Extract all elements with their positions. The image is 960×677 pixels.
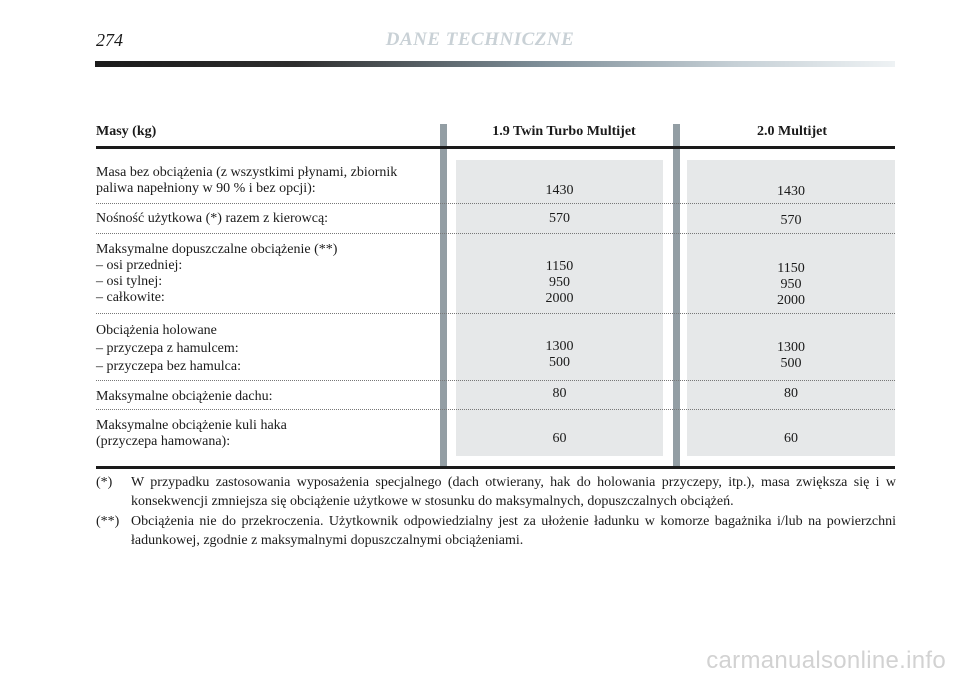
row-label-towball-load: Maksymalne obciążenie kuli haka (przyczepa hamowana):: [96, 418, 287, 449]
row-value-col1: 60: [552, 431, 567, 446]
header-engine-2: 2.0 Multijet: [757, 124, 827, 139]
row-separator: [96, 380, 895, 381]
row-value-col1: 570: [549, 211, 570, 226]
row-label-towing: Obciążenia holowane – przyczepa z hamulcem: – przyczepa bez hamulca:: [96, 323, 241, 374]
row-label-payload: Nośność użytkowa (*) razem z kierowcą:: [96, 211, 329, 226]
row-separator: [96, 233, 895, 234]
table-top-rule: [96, 146, 895, 149]
footnote-mark: (*): [96, 475, 113, 490]
watermark: carmanualsonline.info: [706, 647, 946, 674]
row-label-roof-load: Maksymalne obciążenie dachu:: [96, 389, 273, 404]
footnote-text: W przypadku zastosowania wyposażenia specjalnego (dach otwierany, hak do holowania przyczepy, itp.), masa zwiększa się i w konsekwencji zmniejsza się obciążenie użytkowe w stosunku do maksymalnych, dopuszczalnych obciążeń.: [131, 475, 896, 509]
row-separator: [96, 409, 895, 410]
header-engine-1: 1.9 Twin Turbo Multijet: [492, 124, 636, 139]
row-value-col1: 1150 950 2000: [545, 259, 574, 306]
value-panel-col1: [456, 160, 663, 456]
section-title: DANE TECHNICZNE: [385, 29, 575, 50]
row-label-max-axle-load: Maksymalne dopuszczalne obciążenie (**) – osi przedniej: – osi tylnej: – całkowite:: [96, 242, 338, 305]
row-value-col2: 1150 950 2000: [777, 261, 805, 308]
row-value-col2: 60: [784, 431, 798, 446]
header-masy: Masy (kg): [96, 124, 157, 139]
row-value-col2: 1300 500: [777, 340, 805, 371]
row-value-col2: 570: [780, 213, 802, 228]
page-number: 274: [96, 30, 123, 50]
row-label-unladen-mass: Masa bez obciążenia (z wszystkimi płynami, zbiornik paliwa napełniony w 90 % i bez opcji):: [96, 165, 398, 196]
footnote-mark: (**): [96, 514, 120, 529]
row-separator: [96, 203, 895, 204]
row-separator: [96, 313, 895, 314]
table-bottom-rule: [96, 466, 895, 469]
column-divider-bar: [673, 124, 680, 466]
row-value-col1: 1300 500: [545, 339, 574, 370]
footnote-2: [96, 512, 896, 550]
footnote-1: [96, 473, 896, 511]
row-value-col1: 1430: [545, 183, 574, 198]
column-divider-bar: [440, 124, 447, 466]
footnote-text: Obciążenia nie do przekroczenia. Użytkownik odpowiedzialny jest za ułożenie ładunku w komorze bagażnika i/lub na powierzchni ładunkowej, zgodnie z maksymalnymi dopuszczalnymi obciążeniami.: [131, 514, 896, 548]
row-value-col1: 80: [552, 386, 567, 401]
row-value-col2: 80: [784, 386, 798, 401]
row-value-col2: 1430: [777, 184, 805, 199]
